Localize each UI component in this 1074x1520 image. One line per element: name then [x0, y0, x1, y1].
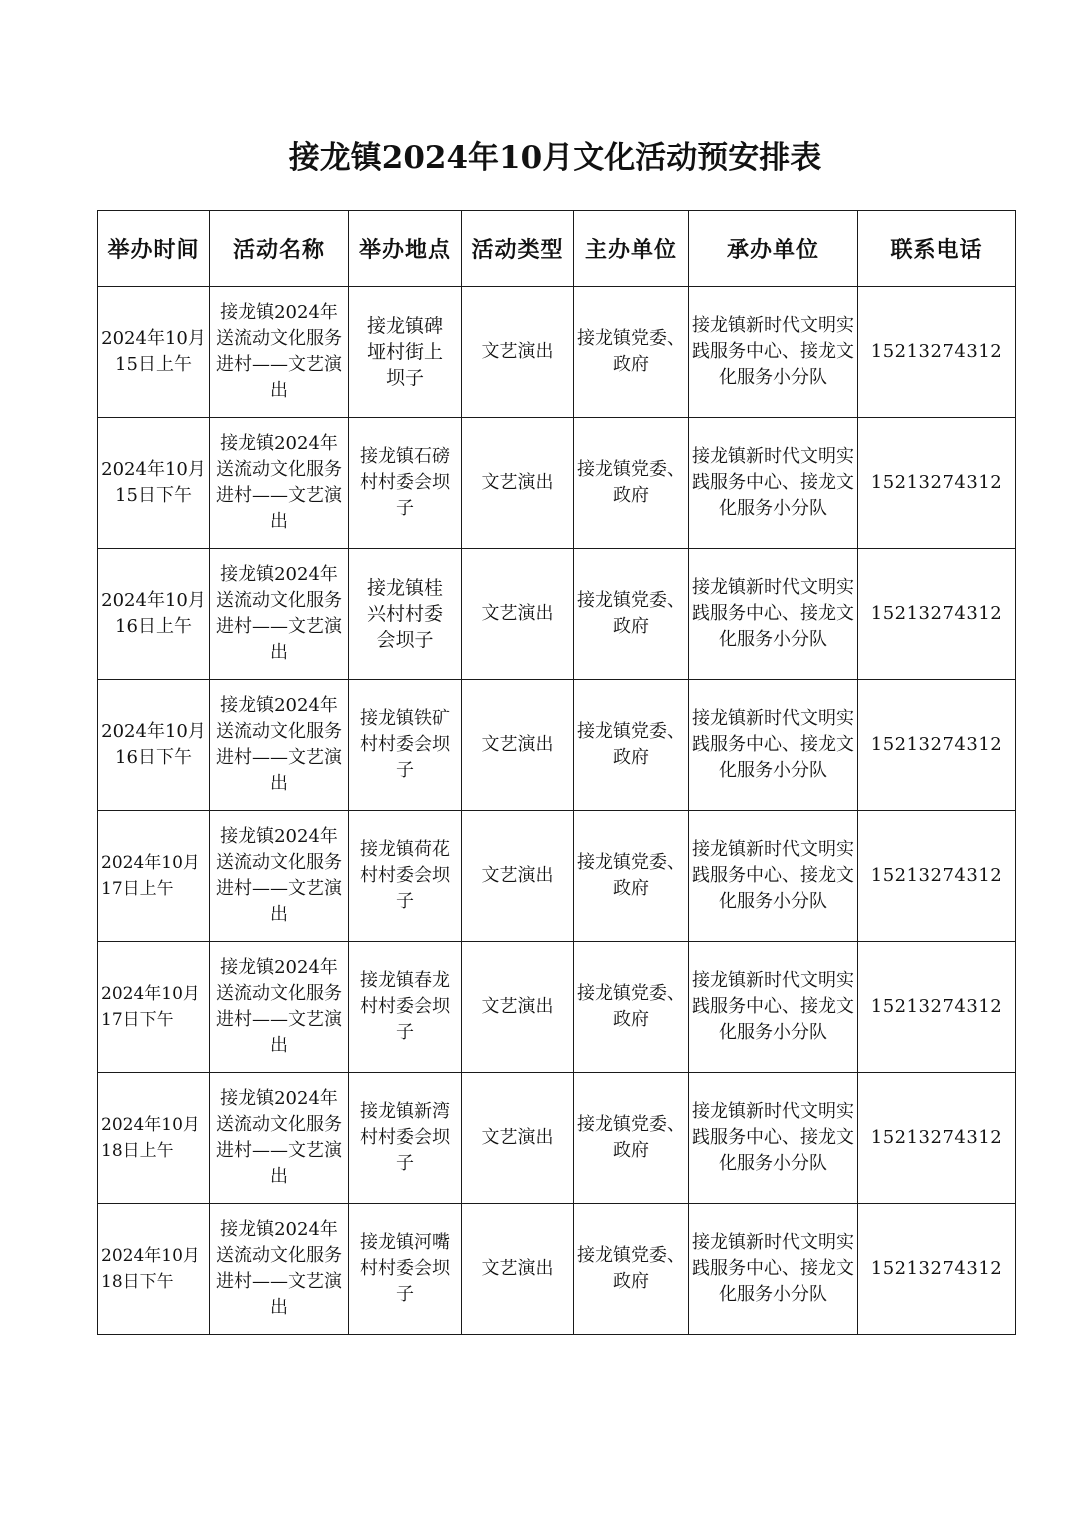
cell-place: 接龙镇石磅村村委会坝子 — [349, 418, 462, 549]
cell-time: 2024年10月17日上午 — [98, 811, 210, 942]
cell-activity-name: 接龙镇2024年送流动文化服务进村——文艺演出 — [210, 942, 349, 1073]
cell-host: 接龙镇党委、政府 — [574, 418, 689, 549]
page-title: 接龙镇2024年10月文化活动预安排表 — [288, 140, 822, 176]
cell-organizer: 接龙镇新时代文明实践服务中心、接龙文化服务小分队 — [689, 680, 858, 811]
cell-type: 文艺演出 — [462, 942, 574, 1073]
cell-activity-name: 接龙镇2024年送流动文化服务进村——文艺演出 — [210, 287, 349, 418]
cell-organizer: 接龙镇新时代文明实践服务中心、接龙文化服务小分队 — [689, 811, 858, 942]
cell-type: 文艺演出 — [462, 1073, 574, 1204]
cell-place: 接龙镇河嘴村村委会坝子 — [349, 1204, 462, 1335]
cell-organizer: 接龙镇新时代文明实践服务中心、接龙文化服务小分队 — [689, 287, 858, 418]
cell-host: 接龙镇党委、政府 — [574, 1073, 689, 1204]
header-place: 举办地点 — [349, 211, 462, 287]
cell-place: 接龙镇新湾村村委会坝子 — [349, 1073, 462, 1204]
cell-activity-name: 接龙镇2024年送流动文化服务进村——文艺演出 — [210, 418, 349, 549]
cell-phone: 15213274312 — [858, 1073, 1016, 1204]
cell-time: 2024年10月16日下午 — [98, 680, 210, 811]
cell-phone: 15213274312 — [858, 287, 1016, 418]
cell-time: 2024年10月17日下午 — [98, 942, 210, 1073]
cell-activity-name: 接龙镇2024年送流动文化服务进村——文艺演出 — [210, 549, 349, 680]
cell-organizer: 接龙镇新时代文明实践服务中心、接龙文化服务小分队 — [689, 1204, 858, 1335]
cell-host: 接龙镇党委、政府 — [574, 1204, 689, 1335]
header-type: 活动类型 — [462, 211, 574, 287]
table-row — [98, 1204, 1016, 1335]
cell-place: 接龙镇碑垭村街上坝子 — [349, 287, 462, 418]
cell-phone: 15213274312 — [858, 418, 1016, 549]
cell-activity-name: 接龙镇2024年送流动文化服务进村——文艺演出 — [210, 811, 349, 942]
header-time: 举办时间 — [98, 211, 210, 287]
cell-type: 文艺演出 — [462, 680, 574, 811]
cell-host: 接龙镇党委、政府 — [574, 287, 689, 418]
cell-organizer: 接龙镇新时代文明实践服务中心、接龙文化服务小分队 — [689, 1073, 858, 1204]
table-row — [98, 287, 1016, 418]
cell-place: 接龙镇铁矿村村委会坝子 — [349, 680, 462, 811]
table-row — [98, 549, 1016, 680]
cell-place: 接龙镇桂兴村村委会坝子 — [349, 549, 462, 680]
cell-type: 文艺演出 — [462, 287, 574, 418]
header-organizer: 承办单位 — [689, 211, 858, 287]
cell-activity-name: 接龙镇2024年送流动文化服务进村——文艺演出 — [210, 1204, 349, 1335]
cell-host: 接龙镇党委、政府 — [574, 811, 689, 942]
cell-type: 文艺演出 — [462, 1204, 574, 1335]
cell-phone: 15213274312 — [858, 549, 1016, 680]
cell-phone: 15213274312 — [858, 680, 1016, 811]
table-row — [98, 811, 1016, 942]
cell-host: 接龙镇党委、政府 — [574, 942, 689, 1073]
cell-phone: 15213274312 — [858, 811, 1016, 942]
cell-place: 接龙镇春龙村村委会坝子 — [349, 942, 462, 1073]
header-phone: 联系电话 — [858, 211, 1016, 287]
cell-host: 接龙镇党委、政府 — [574, 680, 689, 811]
cell-phone: 15213274312 — [858, 1204, 1016, 1335]
cell-time: 2024年10月16日上午 — [98, 549, 210, 680]
cell-time: 2024年10月15日上午 — [98, 287, 210, 418]
schedule-table — [97, 210, 1016, 1335]
cell-time: 2024年10月15日下午 — [98, 418, 210, 549]
cell-organizer: 接龙镇新时代文明实践服务中心、接龙文化服务小分队 — [689, 942, 858, 1073]
cell-type: 文艺演出 — [462, 811, 574, 942]
cell-organizer: 接龙镇新时代文明实践服务中心、接龙文化服务小分队 — [689, 549, 858, 680]
cell-type: 文艺演出 — [462, 418, 574, 549]
cell-host: 接龙镇党委、政府 — [574, 549, 689, 680]
cell-place: 接龙镇荷花村村委会坝子 — [349, 811, 462, 942]
table-row — [98, 1073, 1016, 1204]
header-row — [98, 211, 1016, 287]
table-row — [98, 942, 1016, 1073]
cell-activity-name: 接龙镇2024年送流动文化服务进村——文艺演出 — [210, 1073, 349, 1204]
cell-type: 文艺演出 — [462, 549, 574, 680]
cell-phone: 15213274312 — [858, 942, 1016, 1073]
cell-organizer: 接龙镇新时代文明实践服务中心、接龙文化服务小分队 — [689, 418, 858, 549]
cell-time: 2024年10月18日上午 — [98, 1073, 210, 1204]
table-row — [98, 680, 1016, 811]
cell-activity-name: 接龙镇2024年送流动文化服务进村——文艺演出 — [210, 680, 349, 811]
header-name: 活动名称 — [210, 211, 349, 287]
table-row — [98, 418, 1016, 549]
header-host: 主办单位 — [574, 211, 689, 287]
cell-time: 2024年10月18日下午 — [98, 1204, 210, 1335]
